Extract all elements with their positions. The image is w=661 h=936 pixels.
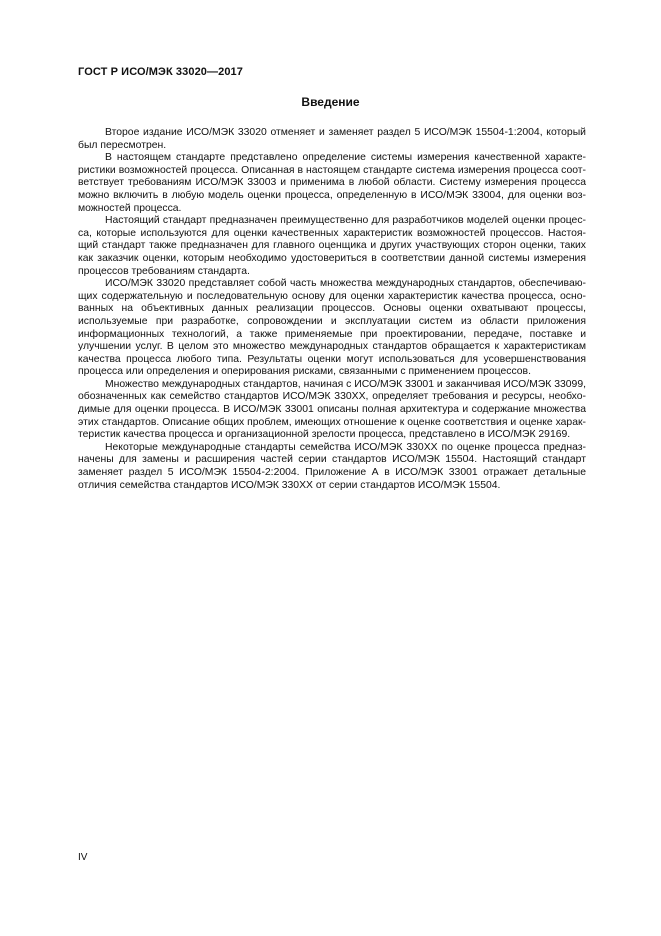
paragraph-family-part: ИСО/МЭК 33020 представляет собой часть множества международных стандартов, обеспечивающих содержательную и последовательную основу для оценки характеристик качества процесса, основанных на объективных данных реализации процессов. Основы оценки охватывают процессы, используемые при разработке, сопровождении и эксплуатации систем из области приложения информационных технологий, а также применяемые при проектировании, передаче, поставке и улучшении услуг. В целом это множество международных стандартов обращается к характеристикам качества процесса любого типа. Результаты оценки могут использоваться для усовершенствования процесса или определения и оперирования рисками, связанными с применением процессов. bbox=[78, 278, 586, 378]
paragraph-family-set: Множество международных стандартов, начиная с ИСО/МЭК 33001 и заканчивая ИСО/МЭК 33099, обозначенных как семейство стандартов ИСО/МЭК 330ХХ, определяет требования и ресурсы, необходимые для оценки процесса. В ИСО/МЭК 33001 описаны полная архитектура и содержание множества этих стандартов. Описание общих проблем, имеющих отношение к оценке соответствия и оценке характеристик качества процесса и организационной зрелости процесса, представлено в ИСО/МЭК 29169. bbox=[78, 378, 586, 441]
paragraph-edition: Второе издание ИСО/МЭК 33020 отменяет и заменяет раздел 5 ИСО/МЭК 15504-1:2004, который был пересмотрен. bbox=[78, 127, 586, 151]
section-title: Введение bbox=[301, 95, 360, 109]
paragraph-audience: Настоящий стандарт предназначен преимущественно для разработчиков моделей оценки процесса, которые используются для оценки качественных характеристик возможностей процессов. Настоящий стандарт также предназначен для главного оценщика и других участвующих сторон оценки, таких как заказчик оценки, которым необходимо удостовериться в соответствии данной системы измерения процессов требованиям стандарта. bbox=[78, 215, 586, 277]
paragraph-scope: В настоящем стандарте представлено определение системы измерения качественной характеристики возможностей процесса. Описанная в настоящем стандарте система измерения процесса соответствует требованиям ИСО/МЭК 33003 и применима в любой области. Систему измерения процесса можно включить в любую модель оценки процесса, определенную в ИСО/МЭК 33004, для оценки возможностей процесса. bbox=[78, 152, 586, 214]
body-text bbox=[78, 127, 586, 492]
document-header: ГОСТ Р ИСО/МЭК 33020—2017 bbox=[78, 66, 243, 78]
page-number: IV bbox=[78, 852, 88, 863]
paragraph-replacement: Некоторые международные стандарты семейства ИСО/МЭК 330ХХ по оценке процесса предназначены для замены и расширения частей серии стандартов ИСО/МЭК 15504. Настоящий стандарт заменяет раздел 5 ИСО/МЭК 15504-2:2004. Приложение А в ИСО/МЭК 33001 отражает детальные отличия семейства стандартов ИСО/МЭК 330ХХ от серии стандартов ИСО/МЭК 15504. bbox=[78, 441, 586, 491]
